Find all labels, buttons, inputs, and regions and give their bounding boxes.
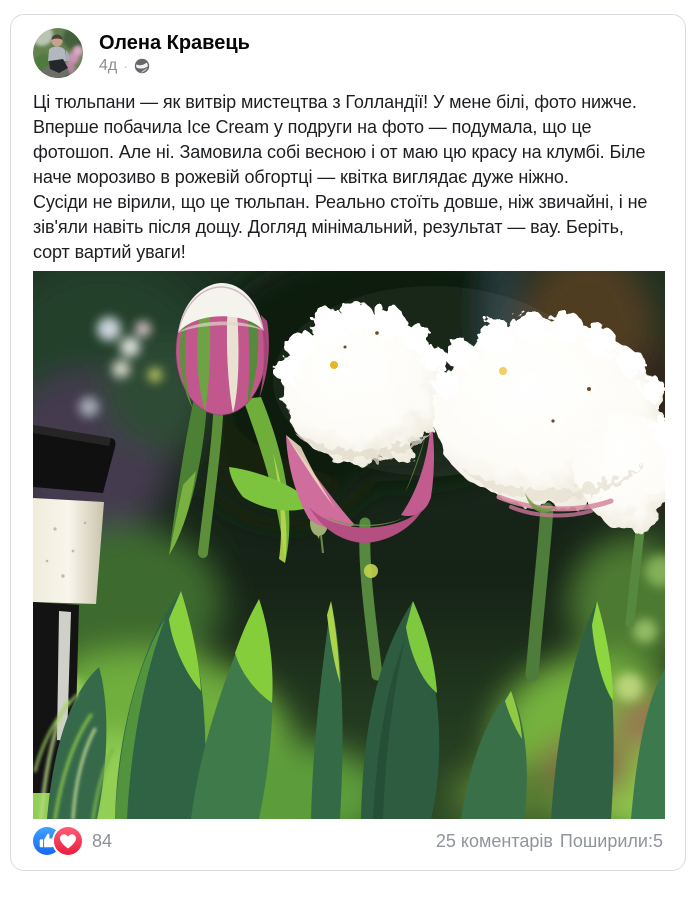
globe-icon [134, 58, 150, 74]
post-header [11, 15, 685, 78]
engagement-right [436, 831, 663, 852]
timestamp[interactable]: 4д [99, 57, 118, 74]
reaction-icons [33, 827, 82, 855]
header-text [99, 28, 250, 75]
shares-count[interactable]: Поширили:5 [559, 830, 663, 851]
author-name[interactable]: Олена Кравець [99, 32, 250, 54]
comments-count[interactable]: 25 коментарів [435, 830, 553, 851]
avatar-image [33, 28, 83, 78]
post-text [11, 78, 685, 265]
avatar[interactable] [33, 28, 83, 78]
meta-separator: · [123, 58, 128, 74]
post-paragraph-1: Ці тюльпани — як витвір мистецтва з Голландії! У мене білі, фото нижче. Вперше побачила Ice Cream у подруги на фото — подумала, що це фотошоп. Але ні. Замовила собі весною і от маю цю красу на клумбі. Біле наче морозиво в рожевій обгортці — квітка виглядає дуже ніжно. [33, 92, 646, 187]
tulips-photo-illustration [33, 271, 665, 819]
engagement-bar [11, 819, 685, 855]
reaction-count[interactable]: 84 [92, 830, 113, 851]
love-icon[interactable] [54, 827, 82, 855]
post-paragraph-2: Сусіди не вірили, що це тюльпан. Реально стоїть довше, ніж звичайні, і не зів'яли навіть після дощу. Догляд мінімальний, результат — вау. Беріть, сорт вартий уваги! [33, 192, 648, 262]
post-card [10, 14, 686, 871]
post-photo[interactable] [33, 271, 665, 819]
post-meta [99, 57, 250, 75]
